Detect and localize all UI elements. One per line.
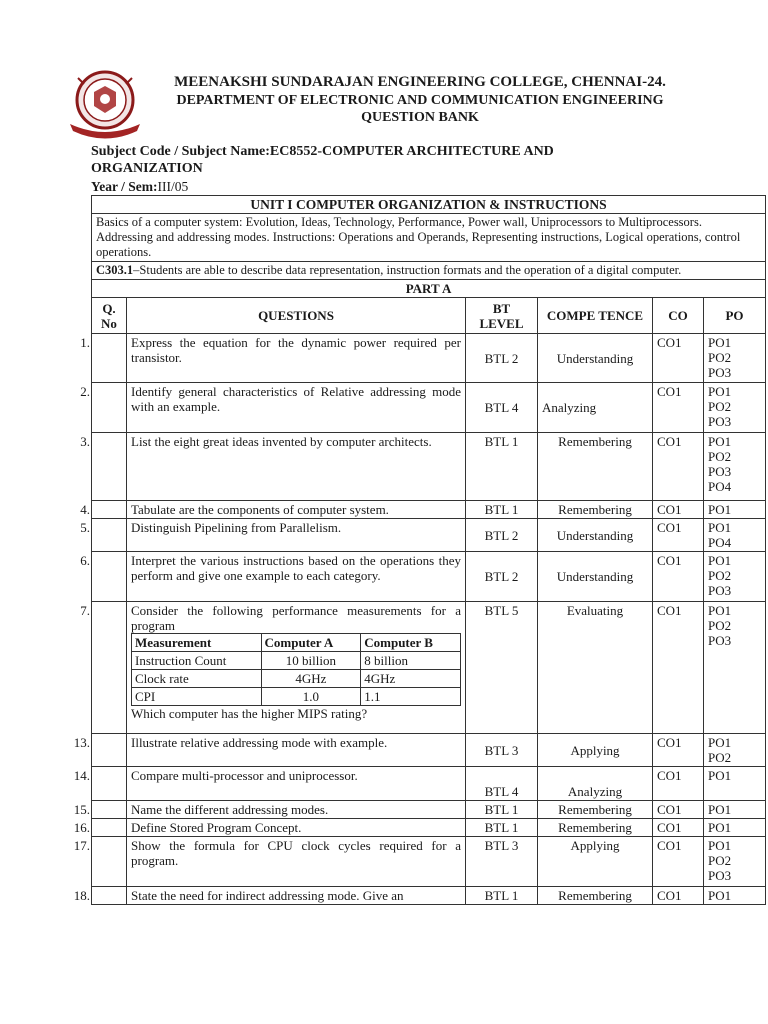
measurement-cell: 10 billion bbox=[261, 652, 361, 670]
year-label: Year / Sem: bbox=[91, 179, 158, 194]
competence: Remembering bbox=[538, 433, 653, 501]
question-text-line: State the need for indirect addressing mode. Give an bbox=[131, 888, 404, 903]
question-text-line: Show the formula for CPU clock cycles required for a program. bbox=[131, 838, 461, 868]
measurement-header-cell: Measurement bbox=[132, 634, 262, 652]
question-number: 16. bbox=[73, 819, 90, 835]
question-text bbox=[127, 887, 466, 905]
question-blank-cell bbox=[92, 552, 127, 602]
question-blank-cell bbox=[92, 734, 127, 767]
question-row bbox=[92, 383, 766, 433]
question-text-line: Compare multi-processor and uniprocessor. bbox=[131, 768, 358, 783]
po-value: PO3 bbox=[708, 365, 732, 380]
po-values bbox=[704, 837, 766, 887]
year-value: III/05 bbox=[157, 179, 189, 194]
po-value: PO1 bbox=[708, 820, 732, 835]
bt-level: BTL 1 bbox=[466, 819, 538, 837]
course-outcome bbox=[92, 262, 766, 280]
co-value: CO1 bbox=[653, 334, 704, 383]
question-text-line: Consider the following performance measurements for a program bbox=[131, 603, 461, 633]
po-value: PO1 bbox=[708, 735, 732, 750]
question-row bbox=[92, 602, 766, 734]
question-number: 5. bbox=[80, 519, 90, 535]
question-text-line: Distinguish Pipelining from Parallelism. bbox=[131, 520, 342, 535]
subject-value: EC8552-COMPUTER ARCHITECTURE AND ORGANIZATION bbox=[91, 144, 554, 176]
co-value: CO1 bbox=[653, 552, 704, 602]
po-value: PO2 bbox=[708, 449, 732, 464]
co-value: CO1 bbox=[653, 819, 704, 837]
question-number: 1. bbox=[80, 334, 90, 350]
po-values bbox=[704, 767, 766, 801]
po-value: PO1 bbox=[708, 520, 732, 535]
subject-label: Subject Code / Subject Name: bbox=[91, 144, 270, 159]
col-header-questions: QUESTIONS bbox=[127, 298, 466, 334]
po-value: PO1 bbox=[708, 768, 732, 783]
column-header-row bbox=[92, 298, 766, 334]
question-blank-cell bbox=[92, 837, 127, 887]
question-blank-cell bbox=[92, 501, 127, 519]
document-title: QUESTION BANK bbox=[361, 110, 479, 125]
col-header-competence: COMPE TENCE bbox=[538, 298, 653, 334]
bt-level: BTL 3 bbox=[466, 734, 538, 767]
question-text-line: Interpret the various instructions based on the operations they perform and give one example to each category. bbox=[131, 553, 461, 583]
bt-level: BTL 1 bbox=[466, 887, 538, 905]
measurement-cell: CPI bbox=[132, 688, 262, 706]
syllabus-row bbox=[92, 214, 766, 262]
question-text-line: List the eight great ideas invented by computer architects. bbox=[131, 434, 432, 449]
co-value: CO1 bbox=[653, 767, 704, 801]
question-text bbox=[127, 519, 466, 552]
competence: Analyzing bbox=[538, 767, 653, 801]
year-sem-line bbox=[91, 179, 188, 195]
question-row bbox=[92, 767, 766, 801]
co-value: CO1 bbox=[653, 383, 704, 433]
question-number: 17. bbox=[73, 837, 90, 853]
question-text-line: Identify general characteristics of Relative addressing mode with an example. bbox=[131, 384, 461, 414]
po-value: PO1 bbox=[708, 553, 732, 568]
competence: Understanding bbox=[538, 552, 653, 602]
subject-line bbox=[91, 143, 651, 177]
competence: Remembering bbox=[538, 887, 653, 905]
po-value: PO2 bbox=[708, 618, 732, 633]
co-value: CO1 bbox=[653, 602, 704, 734]
competence: Evaluating bbox=[538, 602, 653, 734]
measurement-header-cell: Computer A bbox=[261, 634, 361, 652]
po-value: PO1 bbox=[708, 838, 732, 853]
measurement-cell: 4GHz bbox=[361, 670, 461, 688]
bt-level: BTL 2 bbox=[466, 519, 538, 552]
bt-level: BTL 1 bbox=[466, 433, 538, 501]
competence: Understanding bbox=[538, 334, 653, 383]
bt-level: BTL 1 bbox=[466, 501, 538, 519]
question-text-line: Express the equation for the dynamic power required per transistor. bbox=[131, 335, 461, 365]
question-text-line: Name the different addressing modes. bbox=[131, 802, 329, 817]
question-text bbox=[127, 334, 466, 383]
question-blank-cell bbox=[92, 519, 127, 552]
question-blank-cell bbox=[92, 334, 127, 383]
question-number: 6. bbox=[80, 552, 90, 568]
measurement-row bbox=[132, 652, 461, 670]
po-value: PO3 bbox=[708, 464, 732, 479]
po-values bbox=[704, 501, 766, 519]
question-row bbox=[92, 519, 766, 552]
po-value: PO2 bbox=[708, 399, 732, 414]
question-blank-cell bbox=[92, 887, 127, 905]
po-value: PO1 bbox=[708, 888, 732, 903]
question-row bbox=[92, 887, 766, 905]
question-row bbox=[92, 837, 766, 887]
co-value: CO1 bbox=[653, 433, 704, 501]
bt-level: BTL 3 bbox=[466, 837, 538, 887]
po-values bbox=[704, 801, 766, 819]
po-values bbox=[704, 887, 766, 905]
po-value: PO4 bbox=[708, 479, 732, 494]
course-outcome-code: C303.1 bbox=[96, 263, 134, 277]
po-value: PO2 bbox=[708, 568, 732, 583]
col-header-co: CO bbox=[653, 298, 704, 334]
competence: Applying bbox=[538, 837, 653, 887]
po-value: PO2 bbox=[708, 853, 732, 868]
po-value: PO2 bbox=[708, 750, 732, 765]
co-value: CO1 bbox=[653, 519, 704, 552]
question-blank-cell bbox=[92, 602, 127, 734]
measurement-cell: Instruction Count bbox=[132, 652, 262, 670]
measurement-cell: Clock rate bbox=[132, 670, 262, 688]
question-number: 2. bbox=[80, 383, 90, 399]
bt-level: BTL 4 bbox=[466, 383, 538, 433]
question-blank-cell bbox=[92, 801, 127, 819]
measurement-cell: 1.1 bbox=[361, 688, 461, 706]
po-value: PO3 bbox=[708, 868, 732, 883]
question-number: 14. bbox=[73, 767, 90, 783]
question-text bbox=[127, 734, 466, 767]
question-row bbox=[92, 501, 766, 519]
bt-level: BTL 2 bbox=[466, 334, 538, 383]
col-header-bt-level: BT LEVEL bbox=[466, 298, 538, 334]
question-blank-cell bbox=[92, 383, 127, 433]
po-values bbox=[704, 334, 766, 383]
bt-level: BTL 1 bbox=[466, 801, 538, 819]
competence: Understanding bbox=[538, 519, 653, 552]
question-text-line: Define Stored Program Concept. bbox=[131, 820, 302, 835]
question-text bbox=[127, 383, 466, 433]
question-text-line: Illustrate relative addressing mode with example. bbox=[131, 735, 388, 750]
po-value: PO3 bbox=[708, 414, 732, 429]
po-value: PO1 bbox=[708, 502, 732, 517]
measurement-table bbox=[131, 633, 461, 706]
po-value: PO1 bbox=[708, 802, 732, 817]
question-text bbox=[127, 501, 466, 519]
measurement-cell: 8 billion bbox=[361, 652, 461, 670]
question-text-line: Tabulate are the components of computer system. bbox=[131, 502, 389, 517]
unit-title: UNIT I COMPUTER ORGANIZATION & INSTRUCTIONS bbox=[92, 196, 766, 214]
question-text bbox=[127, 602, 466, 734]
bt-level: BTL 4 bbox=[466, 767, 538, 801]
po-value: PO1 bbox=[708, 384, 732, 399]
question-bank-table bbox=[91, 195, 766, 905]
part-label: PART A bbox=[92, 280, 766, 298]
competence: Remembering bbox=[538, 819, 653, 837]
question-row bbox=[92, 552, 766, 602]
question-number: 4. bbox=[80, 501, 90, 517]
question-text bbox=[127, 552, 466, 602]
course-outcome-row bbox=[92, 262, 766, 280]
po-value: PO3 bbox=[708, 583, 732, 598]
question-number: 13. bbox=[73, 734, 90, 750]
question-text bbox=[127, 819, 466, 837]
col-header-po: PO bbox=[704, 298, 766, 334]
measurement-row bbox=[132, 670, 461, 688]
bt-level: BTL 2 bbox=[466, 552, 538, 602]
question-number: 3. bbox=[80, 433, 90, 449]
question-row bbox=[92, 334, 766, 383]
po-value: PO1 bbox=[708, 603, 732, 618]
measurement-header-row bbox=[132, 634, 461, 652]
unit-title-row bbox=[92, 196, 766, 214]
measurement-cell: 4GHz bbox=[261, 670, 361, 688]
po-value: PO2 bbox=[708, 350, 732, 365]
question-number: 7. bbox=[80, 602, 90, 618]
competence: Analyzing bbox=[538, 383, 653, 433]
question-blank-cell bbox=[92, 433, 127, 501]
co-value: CO1 bbox=[653, 837, 704, 887]
po-value: PO4 bbox=[708, 535, 732, 550]
question-row bbox=[92, 734, 766, 767]
competence: Remembering bbox=[538, 501, 653, 519]
po-value: PO1 bbox=[708, 335, 732, 350]
po-values bbox=[704, 734, 766, 767]
co-value: CO1 bbox=[653, 887, 704, 905]
co-value: CO1 bbox=[653, 734, 704, 767]
question-text bbox=[127, 433, 466, 501]
competence: Applying bbox=[538, 734, 653, 767]
po-values bbox=[704, 552, 766, 602]
po-values bbox=[704, 383, 766, 433]
question-text bbox=[127, 837, 466, 887]
question-row bbox=[92, 819, 766, 837]
co-value: CO1 bbox=[653, 501, 704, 519]
department-name: DEPARTMENT OF ELECTRONIC AND COMMUNICATION ENGINEERING bbox=[176, 93, 664, 108]
question-number: 15. bbox=[73, 801, 90, 817]
question-followup: Which computer has the higher MIPS rating? bbox=[131, 706, 368, 721]
question-blank-cell bbox=[92, 819, 127, 837]
syllabus-text: Basics of a computer system: Evolution, Ideas, Technology, Performance, Power wall, Uniprocessors to Multiprocessors. Addressing and addressing modes. Instructions: Operations and Operands, Representing instructions, Logical operations, control operations. bbox=[92, 214, 766, 262]
part-label-row bbox=[92, 280, 766, 298]
question-text bbox=[127, 767, 466, 801]
bt-level: BTL 5 bbox=[466, 602, 538, 734]
question-number: 18. bbox=[73, 887, 90, 903]
co-value: CO1 bbox=[653, 801, 704, 819]
po-values bbox=[704, 602, 766, 734]
measurement-header-cell: Computer B bbox=[361, 634, 461, 652]
competence: Remembering bbox=[538, 801, 653, 819]
po-values bbox=[704, 819, 766, 837]
measurement-row bbox=[132, 688, 461, 706]
po-value: PO3 bbox=[708, 633, 732, 648]
po-values bbox=[704, 433, 766, 501]
po-values bbox=[704, 519, 766, 552]
question-blank-cell bbox=[92, 767, 127, 801]
course-outcome-text: –Students are able to describe data representation, instruction formats and the operation of a digital computer. bbox=[133, 263, 682, 277]
question-row bbox=[92, 801, 766, 819]
po-value: PO1 bbox=[708, 434, 732, 449]
college-name: MEENAKSHI SUNDARAJAN ENGINEERING COLLEGE, CHENNAI-24. bbox=[174, 74, 666, 90]
question-text bbox=[127, 801, 466, 819]
col-header-qno: Q. No bbox=[92, 298, 127, 334]
question-row bbox=[92, 433, 766, 501]
measurement-cell: 1.0 bbox=[261, 688, 361, 706]
